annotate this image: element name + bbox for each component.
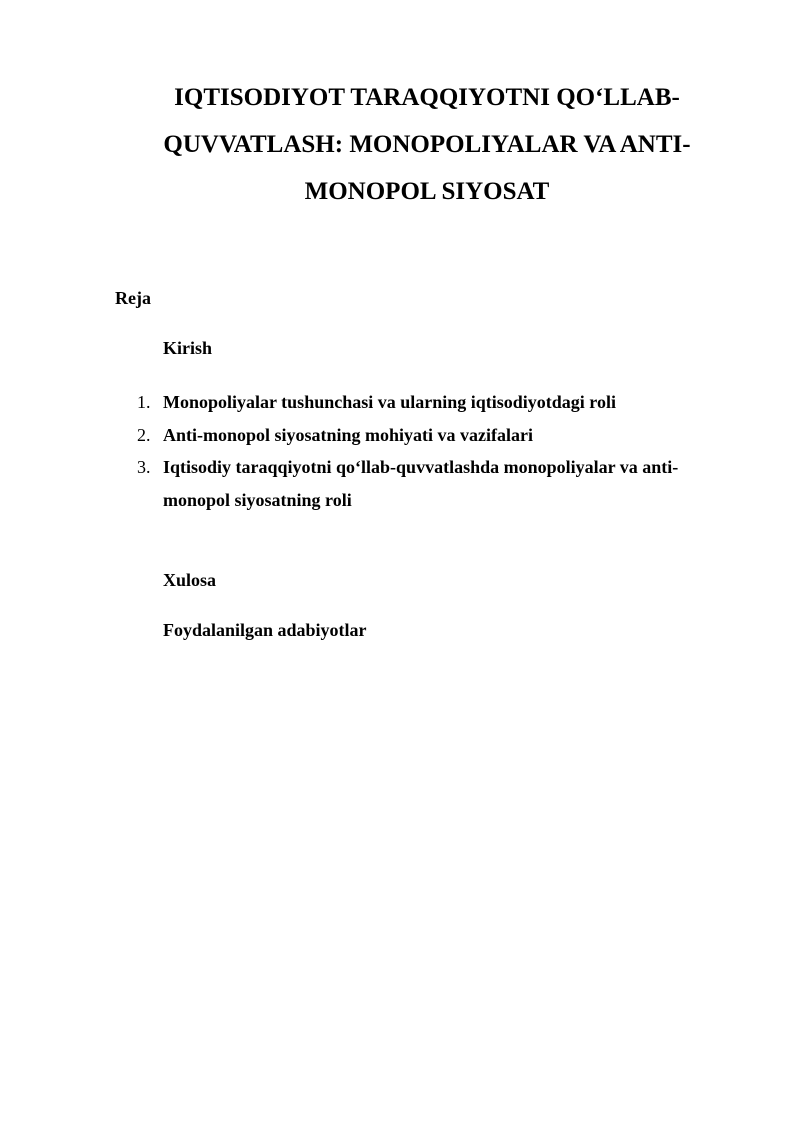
title-line-1: IQTISODIYOT TARAQQIYOTNI QO‘LLAB-	[174, 84, 680, 111]
list-item-line: Anti-monopol siyosatning mohiyati va vazifalari	[163, 424, 534, 445]
list-number: 2.	[137, 424, 151, 445]
list-item-text	[163, 419, 533, 452]
plan-list	[137, 386, 717, 516]
list-number: 3.	[137, 457, 151, 477]
title-line-3: MONOPOL SIYOSAT	[304, 178, 550, 205]
list-item-text	[163, 386, 616, 419]
plan-heading: Reja	[115, 288, 151, 308]
title-line-2: QUVVATLASH: MONOPOLIYALAR VA ANTI-	[163, 131, 691, 158]
plan-list-item-1	[137, 386, 717, 419]
list-item-text	[163, 451, 678, 516]
references-item: Foydalanilgan adabiyotlar	[163, 620, 367, 640]
list-number: 1.	[137, 392, 151, 412]
list-item-line: Iqtisodiy taraqqiyotni qo‘llab-quvvatlashda monopoliyalar va anti-	[163, 457, 679, 477]
intro-item: Kirish	[163, 338, 213, 358]
plan-list-item-2	[137, 419, 717, 452]
plan-list-item-3	[137, 451, 717, 516]
list-item-line: monopol siyosatning roli	[163, 489, 352, 510]
conclusion-item: Xulosa	[163, 570, 217, 590]
document-title	[110, 74, 744, 215]
list-item-line: Monopoliyalar tushunchasi va ularning iqtisodiyotdagi roli	[163, 392, 616, 412]
